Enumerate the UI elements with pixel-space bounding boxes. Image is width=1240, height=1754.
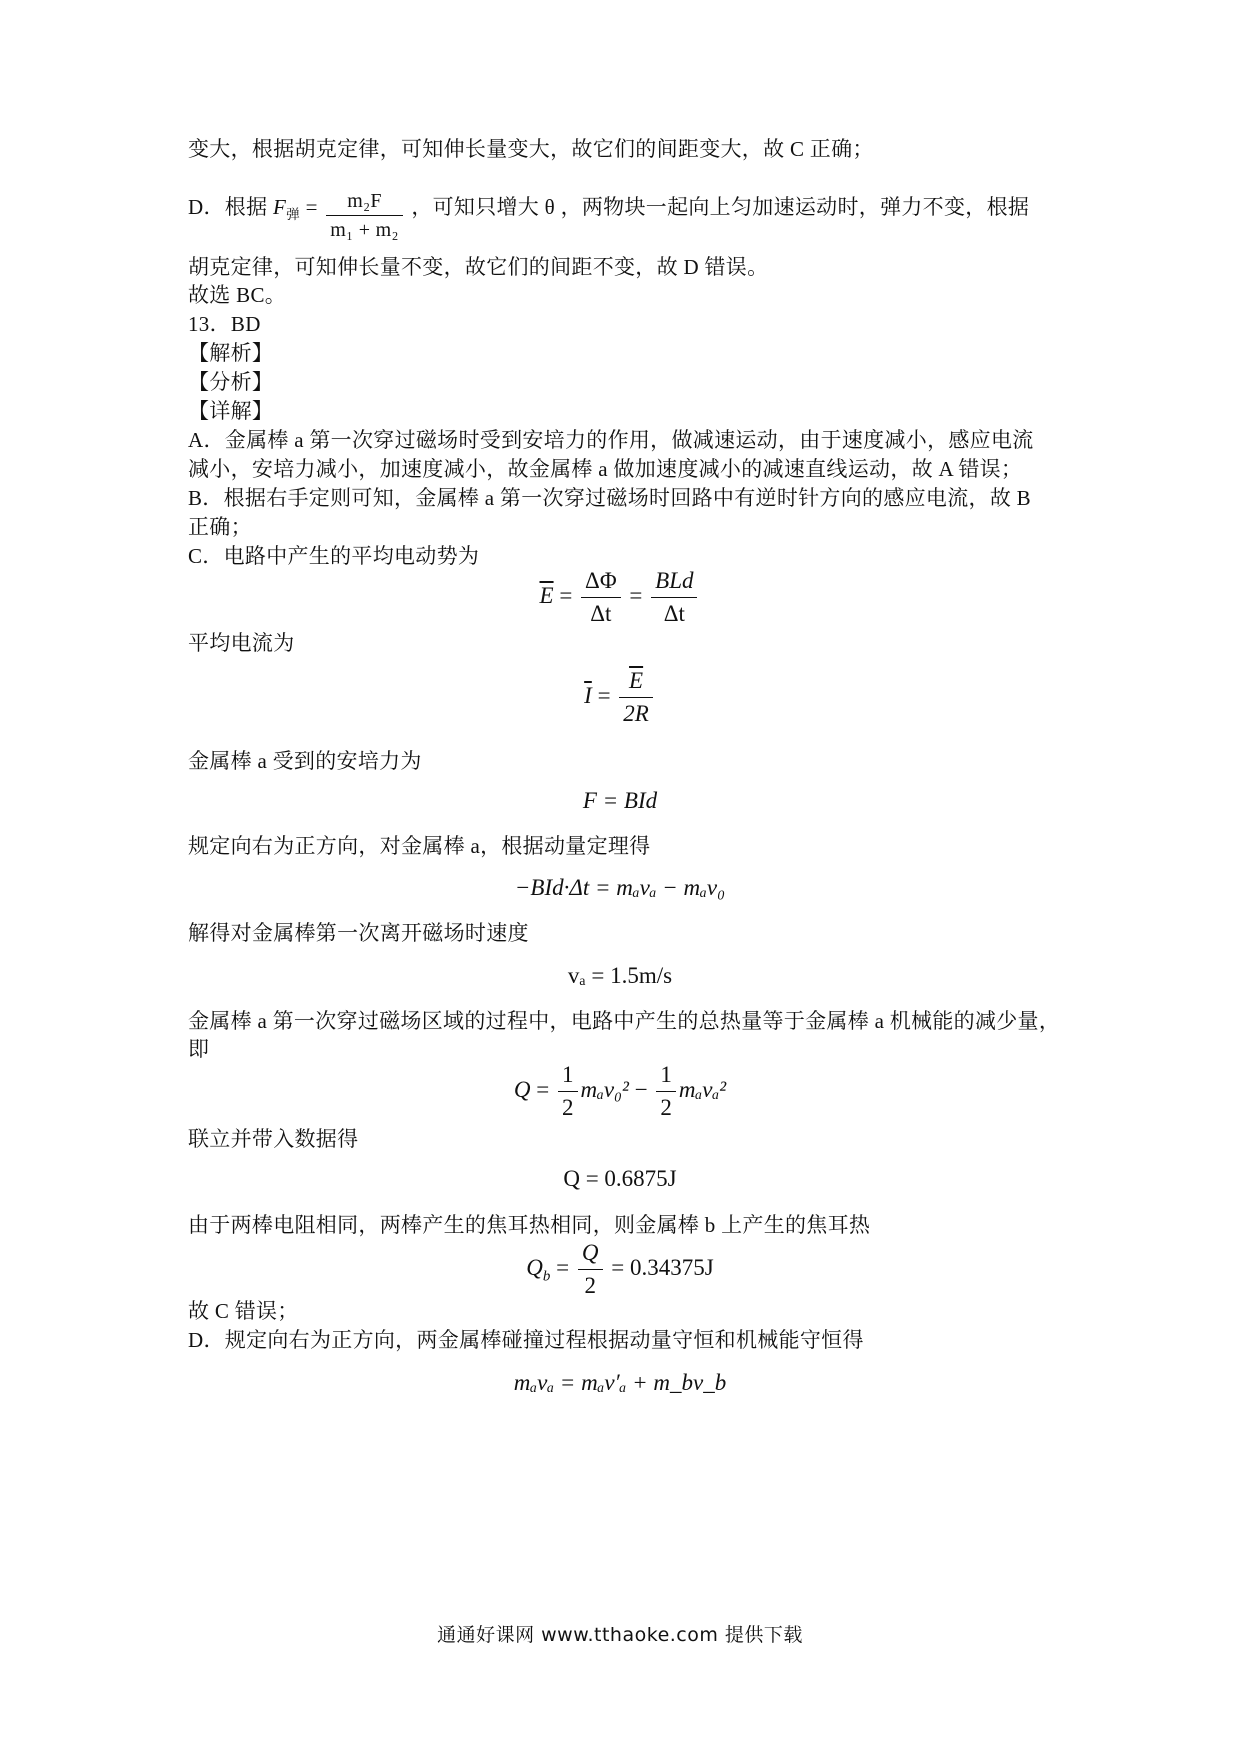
fraction-numerator: $\overline{E}$: [619, 668, 653, 698]
equation-emf: $\overline{E}$ = $\frac{\Delta\Phi}{\Delta t}$ = $\frac{\text{BLd}}{\Delta t}$: [0, 568, 1240, 627]
fraction-denominator: m₁ + m₂: [330, 219, 399, 241]
equation-qb: $Q_b$ = $\frac{Q}{2}$ = 0.34375J: [526, 1240, 714, 1298]
equation-momentum: [0, 875, 1240, 901]
text-line: 胡克定律，可知伸长量不变，故它们的间距不变，故 D 错误。: [188, 255, 769, 279]
section-heading: 【详解】: [188, 399, 274, 423]
equation-speed: [0, 963, 1240, 989]
fraction-numerator: ΔΦ: [581, 568, 621, 598]
fraction-denominator: 2: [562, 1095, 574, 1120]
equation-heat: Q = $\frac{1}{2}$ mₐv₀² − $\frac{1}{2}$ mₐvₐ²: [513, 1062, 727, 1120]
formula-symbol: F: [272, 195, 287, 219]
fraction: [581, 568, 621, 627]
text-fragment: ，可知只增大 θ ，两物块一起向上匀加速运动时，弹力不变，根据: [411, 195, 1030, 219]
fraction: [656, 1062, 676, 1121]
equation-heat-value: [0, 1166, 1240, 1192]
fraction-numerator: 1: [656, 1062, 676, 1092]
equation-text: −BId·Δt = mₐvₐ − mₐv₀: [514, 875, 726, 900]
equation-symbol: $\overline{I}$: [584, 682, 592, 708]
equation-force: [0, 788, 1240, 814]
text-line: 减小，安培力减小，加速度减小，故金属棒 a 做加速度减小的减速直线运动，故 A 错误；: [188, 457, 1023, 481]
text-line: C．电路中产生的平均电动势为: [188, 544, 480, 568]
fraction-denominator: 2: [660, 1095, 672, 1120]
equation-current: $\overline{I}$ = $\frac{\overline{E}}{2R}$: [0, 668, 1240, 727]
equation-collision: [0, 1370, 1240, 1396]
text-line: 金属棒 a 受到的安培力为: [188, 749, 422, 773]
fraction-denominator: 2R: [623, 701, 649, 726]
equation-symbol: $\overline{E}$: [539, 582, 554, 608]
text-line: 故选 BC。: [188, 283, 287, 307]
fraction-denominator: 2: [584, 1273, 596, 1298]
text-line: A．金属棒 a 第一次穿过磁场时受到安培力的作用，做减速运动，由于速度减小，感应电流: [188, 428, 1034, 452]
text-line: 联立并带入数据得: [188, 1127, 359, 1151]
fraction: [619, 668, 653, 727]
equation-text: Q = 0.6875J: [563, 1166, 677, 1191]
equation-symbol: Q: [526, 1254, 543, 1280]
fraction-numerator: 1: [558, 1062, 578, 1092]
text-line: 由于两棒电阻相同，两棒产生的焦耳热相同，则金属棒 b 上产生的焦耳热: [188, 1213, 871, 1237]
fraction: [326, 190, 402, 241]
equation-value: 0.34375J: [629, 1254, 714, 1280]
fraction-numerator: Q: [578, 1240, 603, 1270]
equation-text: vₐ = 1.5m/s: [567, 963, 673, 988]
text-line: B．根据右手定则可知，金属棒 a 第一次穿过磁场时回路中有逆时针方向的感应电流，故 B: [188, 486, 1031, 510]
text-line: 正确；: [188, 515, 252, 539]
text-line: 金属棒 a 第一次穿过磁场区域的过程中，电路中产生的总热量等于金属棒 a 机械能的减少量，: [188, 1009, 1061, 1033]
page-footer: 通通好课网 www.tthaoke.com 提供下载: [437, 1624, 803, 1646]
equation-symbol: Q: [513, 1076, 531, 1102]
text-line: 规定向右为正方向，对金属棒 a，根据动量定理得: [188, 834, 651, 858]
text-line: 变大，根据胡克定律，可知伸长量变大，故它们的间距变大，故 C 正确；: [188, 137, 874, 161]
fraction: [651, 568, 697, 627]
equation-text: mₐvₐ = mₐv′ₐ + m_bv_b: [513, 1370, 727, 1395]
formula-subscript: 弹: [286, 207, 301, 223]
fraction-numerator: m₂F: [326, 190, 402, 216]
text-line: D．规定向右为正方向，两金属棒碰撞过程根据动量守恒和机械能守恒得: [188, 1328, 864, 1352]
fraction-denominator: Δt: [663, 601, 685, 626]
text-line: 平均电流为: [188, 631, 295, 655]
text-line: 即: [188, 1037, 210, 1061]
equation-text: F = BId: [582, 788, 658, 813]
section-heading: 【解析】: [188, 341, 274, 365]
section-heading: 【分析】: [188, 370, 274, 394]
equation-term: mₐvₐ²: [678, 1076, 727, 1102]
text-line: 故 C 错误；: [188, 1299, 299, 1323]
text-line: 解得对金属棒第一次离开磁场时速度: [188, 921, 529, 945]
question-number: 13．BD: [188, 312, 261, 336]
option-d-line: D．根据 $F_弹$ = $\frac{\text{m₂F}}{\text{m₁ + m₂}}$ ，可知只增大 θ ，两物块一起向上匀加速运动时，弹力不变，根据: [188, 190, 1030, 241]
text-fragment: D．根据: [188, 195, 268, 219]
fraction-numerator: BLd: [651, 568, 697, 598]
equation-term: mₐv₀²: [580, 1076, 629, 1102]
fraction: [558, 1062, 578, 1121]
fraction-denominator: Δt: [590, 601, 612, 626]
fraction: [578, 1240, 603, 1299]
